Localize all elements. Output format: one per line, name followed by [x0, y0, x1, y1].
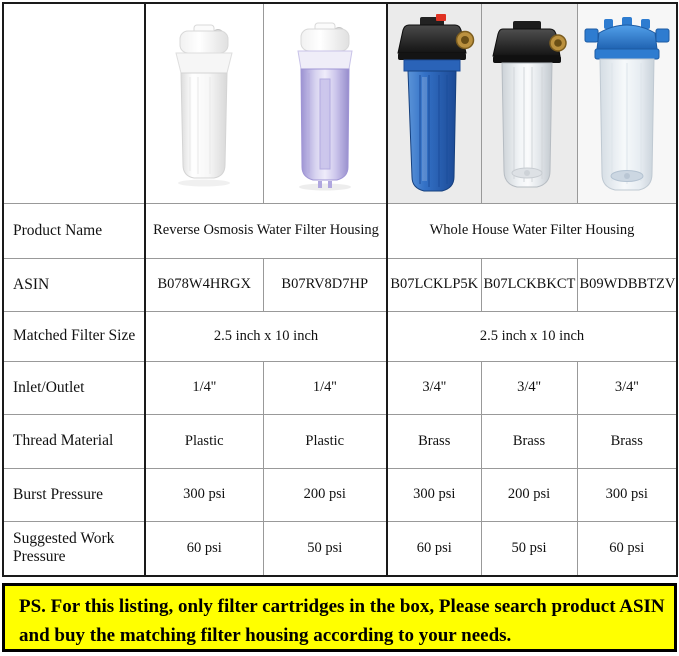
cell-inlet-1: 1/4'' [145, 361, 263, 414]
white-housing-illustration [154, 15, 254, 195]
cell-work-5: 60 psi [577, 521, 677, 576]
product-image-blue-whole-house-housing [387, 3, 481, 203]
cell-asin-2: B07RV8D7HP [263, 258, 387, 311]
product-image-clear-blue-cap-housing [577, 3, 677, 203]
cell-burst-3: 300 psi [387, 468, 481, 521]
product-image-clear-black-cap-housing [481, 3, 577, 203]
row-label-matched-filter-size: Matched Filter Size [3, 311, 145, 361]
image-row-label-spacer [3, 3, 145, 203]
cell-burst-2: 200 psi [263, 468, 387, 521]
row-product-name [3, 203, 677, 258]
product-image-white-ro-housing [145, 3, 263, 203]
cell-burst-4: 200 psi [481, 468, 577, 521]
product-image-row [3, 3, 677, 203]
clear-blue-cap-illustration [581, 9, 673, 201]
cell-product-name-group1: Reverse Osmosis Water Filter Housing [145, 203, 387, 258]
clear-housing-illustration [275, 15, 375, 195]
blue-housing-illustration [389, 9, 479, 201]
cell-asin-5: B09WDBBTZV [577, 258, 677, 311]
row-thread-material [3, 414, 677, 468]
ps-note: PS. For this listing, only filter cartridges in the box, Please search product ASIN and buy the matching filter housing according to your needs. [2, 583, 677, 652]
cell-inlet-3: 3/4'' [387, 361, 481, 414]
row-matched-filter-size [3, 311, 677, 361]
cell-work-3: 60 psi [387, 521, 481, 576]
product-image-clear-ro-housing [263, 3, 387, 203]
cell-thread-3: Brass [387, 414, 481, 468]
cell-thread-4: Brass [481, 414, 577, 468]
cell-asin-3: B07LCKLP5K [387, 258, 481, 311]
cell-thread-1: Plastic [145, 414, 263, 468]
comparison-table [2, 2, 678, 577]
row-label-asin: ASIN [3, 258, 145, 311]
row-label-product-name: Product Name [3, 203, 145, 258]
cell-filter-size-group2: 2.5 inch x 10 inch [387, 311, 677, 361]
cell-inlet-2: 1/4'' [263, 361, 387, 414]
cell-work-1: 60 psi [145, 521, 263, 576]
row-suggested-work-pressure [3, 521, 677, 576]
cell-work-4: 50 psi [481, 521, 577, 576]
row-asin [3, 258, 677, 311]
cell-thread-5: Brass [577, 414, 677, 468]
row-inlet-outlet [3, 361, 677, 414]
cell-asin-1: B078W4HRGX [145, 258, 263, 311]
cell-product-name-group2: Whole House Water Filter Housing [387, 203, 677, 258]
cell-burst-5: 300 psi [577, 468, 677, 521]
cell-filter-size-group1: 2.5 inch x 10 inch [145, 311, 387, 361]
row-label-burst-pressure: Burst Pressure [3, 468, 145, 521]
cell-thread-2: Plastic [263, 414, 387, 468]
cell-inlet-5: 3/4'' [577, 361, 677, 414]
cell-inlet-4: 3/4'' [481, 361, 577, 414]
cell-burst-1: 300 psi [145, 468, 263, 521]
cell-work-2: 50 psi [263, 521, 387, 576]
row-label-suggested-work-pressure: Suggested Work Pressure [3, 521, 145, 576]
cell-asin-4: B07LCKBKCT [481, 258, 577, 311]
clear-black-cap-illustration [484, 9, 574, 201]
row-burst-pressure [3, 468, 677, 521]
row-label-inlet-outlet: Inlet/Outlet [3, 361, 145, 414]
row-label-thread-material: Thread Material [3, 414, 145, 468]
